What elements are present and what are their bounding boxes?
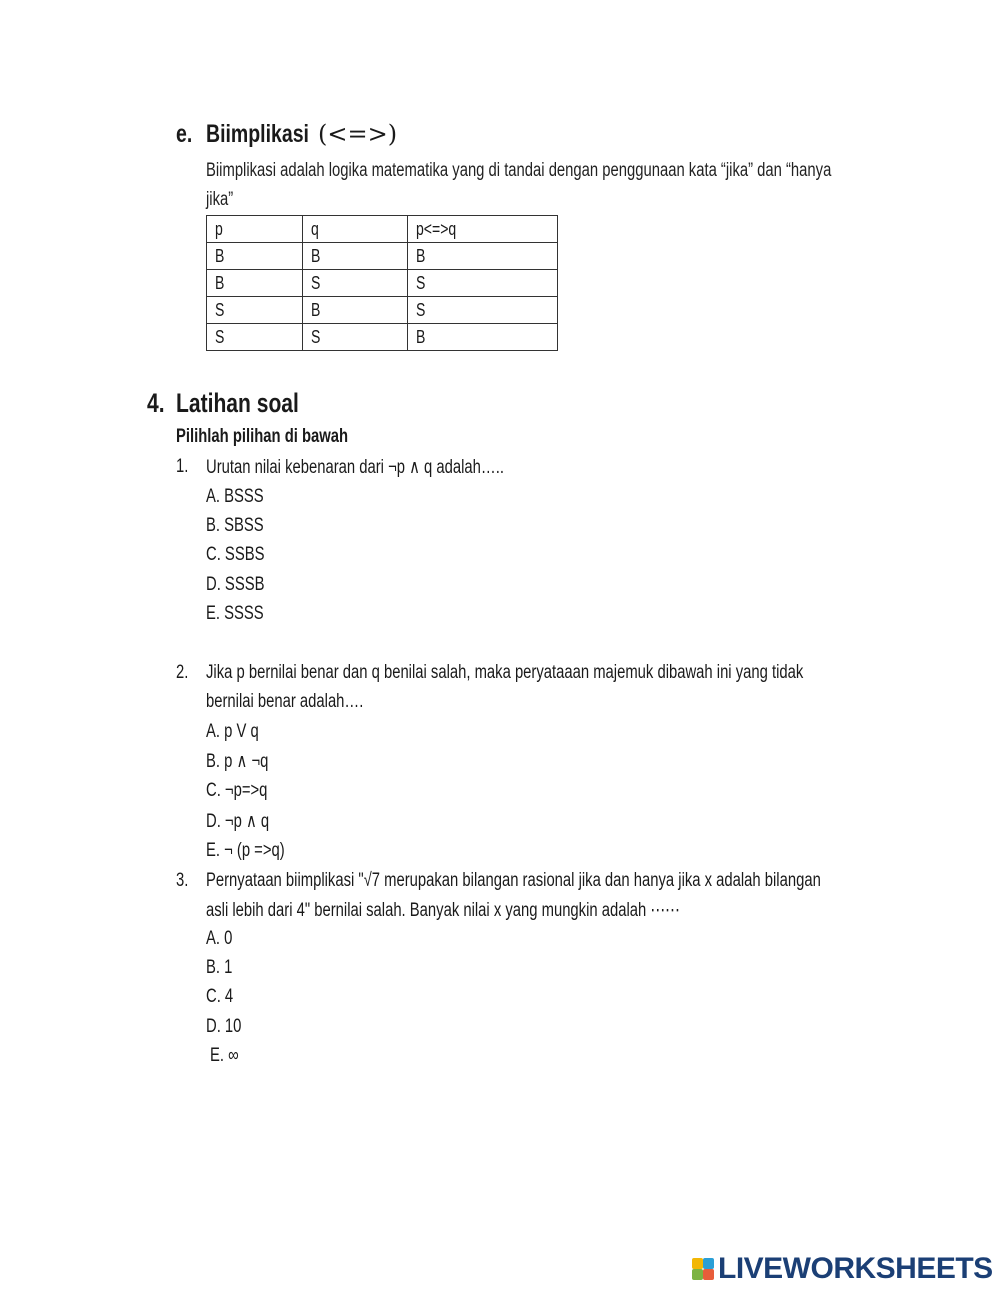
- question-2-number: 2.: [176, 662, 189, 683]
- truth-table-cell: S: [408, 270, 558, 297]
- question-2-option-b[interactable]: B. p ∧ ¬q: [206, 751, 269, 772]
- liveworksheets-logo: [692, 1252, 993, 1286]
- section-e-paragraph-line2: jika”: [206, 189, 234, 210]
- question-3-text-line1: Pernyataan biimplikasi "√7 merupakan bilangan rasional jika dan hanya jika x adalah bilangan: [206, 870, 821, 891]
- section-e-title: Biimplikasi (<=>): [206, 120, 398, 148]
- question-2-option-e[interactable]: E. ¬ (p =>q): [206, 840, 285, 861]
- biimplication-symbol: (<=>): [318, 120, 398, 148]
- question-3-option-d[interactable]: D. 10: [206, 1016, 242, 1037]
- section-e-marker: e.: [176, 120, 193, 148]
- question-1-number: 1.: [176, 456, 189, 477]
- question-1-text: Urutan nilai kebenaran dari ¬p ∧ q adalah…..: [206, 457, 504, 478]
- question-2-option-a[interactable]: A. p V q: [206, 721, 259, 742]
- question-3-number: 3.: [176, 870, 189, 891]
- truth-table-row: [207, 324, 558, 351]
- instruction-text: Pilihlah pilihan di bawah: [176, 426, 349, 447]
- question-3-option-e[interactable]: E. ∞: [210, 1045, 239, 1066]
- truth-table-cell: S: [207, 324, 303, 351]
- truth-table-header-result: p<=>q: [408, 216, 558, 243]
- truth-table-cell: S: [303, 324, 408, 351]
- truth-table-cell: B: [207, 270, 303, 297]
- question-3-option-c[interactable]: C. 4: [206, 986, 234, 1007]
- section-4-title: Latihan soal: [176, 388, 299, 418]
- question-3-option-b[interactable]: B. 1: [206, 957, 233, 978]
- section-e-paragraph-line1: Biimplikasi adalah logika matematika yang di tandai dengan penggunaan kata “jika” dan “hanya: [206, 160, 832, 181]
- truth-table-cell: B: [408, 243, 558, 270]
- truth-table-header-q: q: [303, 216, 408, 243]
- question-3-text-line2: asli lebih dari 4" bernilai salah. Banyak nilai x yang mungkin adalah ⋯⋯: [206, 900, 681, 921]
- truth-table-header-p: p: [207, 216, 303, 243]
- question-1-option-a[interactable]: A. BSSS: [206, 486, 264, 507]
- question-1-option-e[interactable]: E. SSSS: [206, 603, 264, 624]
- truth-table-cell: S: [303, 270, 408, 297]
- truth-table-row: [207, 270, 558, 297]
- logo-blocks-icon: [692, 1258, 714, 1280]
- truth-table-cell: B: [303, 243, 408, 270]
- truth-table-cell: S: [408, 297, 558, 324]
- logo-block: [692, 1269, 703, 1280]
- truth-table-biimplication: [206, 215, 558, 351]
- question-2-option-d[interactable]: D. ¬p ∧ q: [206, 811, 270, 832]
- question-1-option-b[interactable]: B. SBSS: [206, 515, 264, 536]
- truth-table-row: [207, 243, 558, 270]
- logo-block: [692, 1258, 703, 1269]
- question-3-option-a[interactable]: A. 0: [206, 928, 233, 949]
- question-2-text-line1: Jika p bernilai benar dan q benilai salah, maka peryataaan majemuk dibawah ini yang tidak: [206, 662, 804, 683]
- logo-text: LIVEWORKSHEETS: [718, 1252, 993, 1285]
- logo-block: [703, 1258, 714, 1269]
- question-2-option-c[interactable]: C. ¬p=>q: [206, 780, 268, 801]
- question-1-option-c[interactable]: C. SSBS: [206, 544, 265, 565]
- question-1-option-d[interactable]: D. SSSB: [206, 574, 265, 595]
- truth-table-row: [207, 297, 558, 324]
- truth-table-cell: B: [303, 297, 408, 324]
- truth-table-cell: B: [207, 243, 303, 270]
- question-2-text-line2: bernilai benar adalah….: [206, 691, 364, 712]
- logo-block: [703, 1269, 714, 1280]
- section-4-marker: 4.: [147, 388, 165, 418]
- truth-table-cell: B: [408, 324, 558, 351]
- truth-table-header-row: [207, 216, 558, 243]
- truth-table-cell: S: [207, 297, 303, 324]
